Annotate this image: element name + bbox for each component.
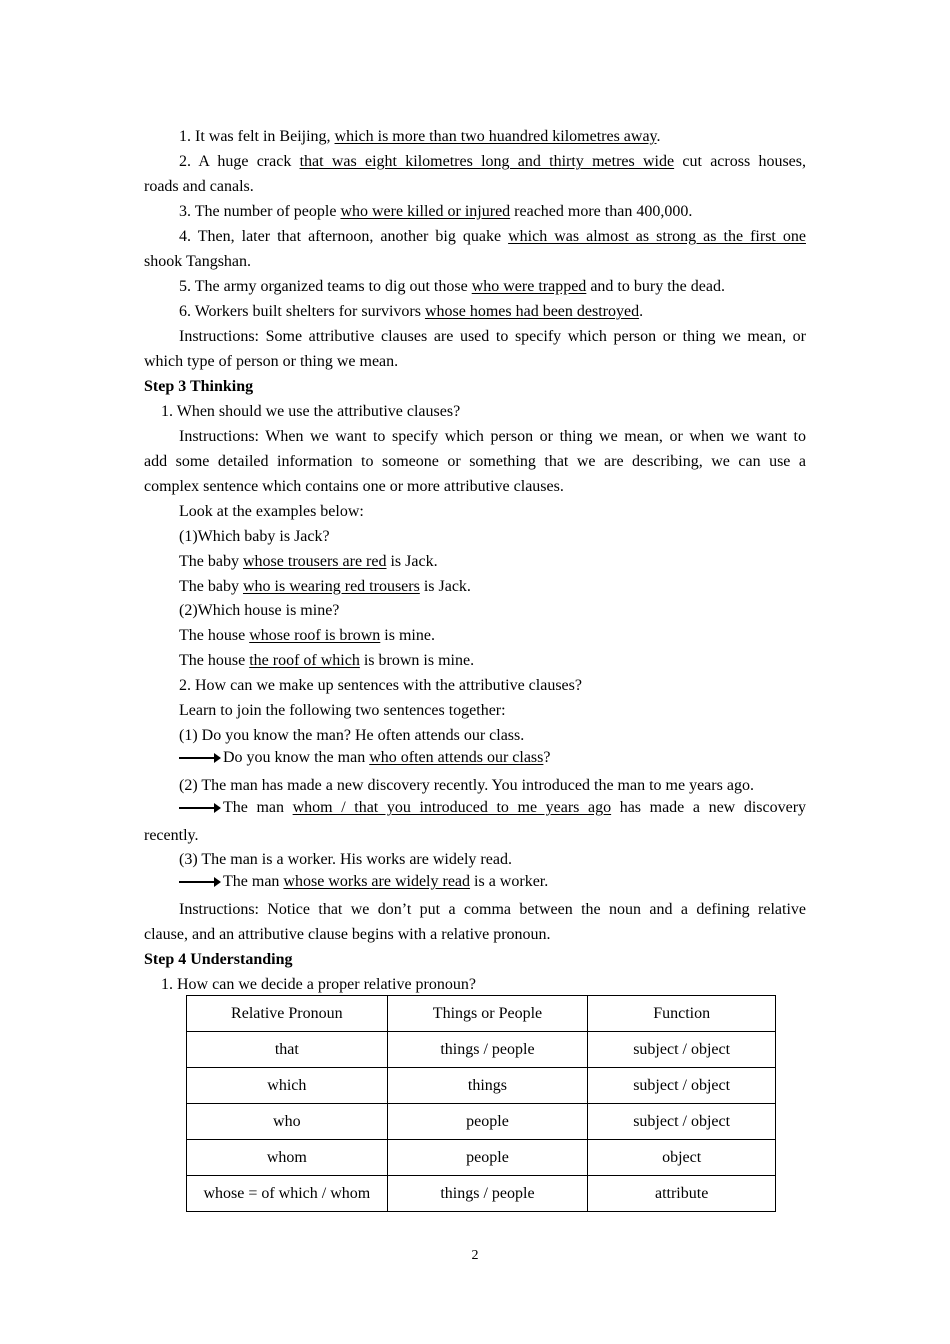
step4-heading: Step 4 Understanding	[144, 951, 293, 968]
example-sentence-2-cont: roads and canals.	[144, 178, 254, 195]
table-cell: whose = of which / whom	[187, 1176, 388, 1212]
instructions-1-line-1: Instructions: Some attributive clauses are used to specify which person or thing we mean, or	[179, 328, 806, 345]
table-cell: which	[187, 1068, 388, 1104]
example-sentence-3: 3. The number of people who were killed or injured reached more than 400,000.	[179, 203, 693, 220]
learn-to-join: Learn to join the following two sentences together:	[179, 702, 506, 719]
example-sentence-1: 1. It was felt in Beijing, which is more than two huandred kilometres away.	[179, 128, 661, 145]
join-2-answer: The man whom / that you introduced to me years ago has made a new discovery	[179, 798, 806, 818]
table-cell: subject / object	[588, 1032, 776, 1068]
table-row	[187, 1176, 776, 1212]
baby-answer-2: The baby who is wearing red trousers is Jack.	[179, 578, 471, 595]
table-cell: subject / object	[588, 1104, 776, 1140]
instructions-2-line-1: Instructions: When we want to specify which person or thing we mean, or when we want to	[179, 428, 806, 445]
look-examples: Look at the examples below:	[179, 503, 364, 520]
table-row	[187, 1068, 776, 1104]
table-cell: things / people	[387, 1032, 588, 1068]
table-row	[187, 1104, 776, 1140]
table-header-cell: Things or People	[387, 996, 588, 1032]
right-arrow-icon	[179, 877, 221, 887]
table-cell: attribute	[588, 1176, 776, 1212]
relative-pronoun-table	[186, 995, 776, 1212]
table-cell: people	[387, 1140, 588, 1176]
join-2: (2) The man has made a new discovery recently. You introduced the man to me years ago.	[179, 777, 754, 794]
baby-question: (1)Which baby is Jack?	[179, 528, 330, 545]
instructions-2-line-2: add some detailed information to someone or something that we are describing, we can use a	[144, 453, 806, 470]
step3-question-1: 1. When should we use the attributive clauses?	[161, 403, 461, 420]
table-cell: things	[387, 1068, 588, 1104]
step3-question-2: 2. How can we make up sentences with the attributive clauses?	[179, 677, 582, 694]
baby-answer-1: The baby whose trousers are red is Jack.	[179, 553, 438, 570]
step4-question-1: 1. How can we decide a proper relative pronoun?	[161, 976, 476, 993]
table-header-cell: Relative Pronoun	[187, 996, 388, 1032]
table-header-cell: Function	[588, 996, 776, 1032]
table-cell: that	[187, 1032, 388, 1068]
table-cell: subject / object	[588, 1068, 776, 1104]
join-3-answer: The man whose works are widely read is a worker.	[179, 872, 806, 892]
table-row	[187, 1140, 776, 1176]
instructions-3-line-2: clause, and an attributive clause begins with a relative pronoun.	[144, 926, 551, 943]
table-cell: things / people	[387, 1176, 588, 1212]
instructions-2-line-3: complex sentence which contains one or more attributive clauses.	[144, 478, 564, 495]
instructions-3-line-1: Instructions: Notice that we don’t put a comma between the noun and a defining relative	[179, 901, 806, 918]
house-question: (2)Which house is mine?	[179, 602, 340, 619]
example-sentence-6: 6. Workers built shelters for survivors whose homes had been destroyed.	[179, 303, 644, 320]
house-answer-2: The house the roof of which is brown is mine.	[179, 652, 475, 669]
join-1-answer: Do you know the man who often attends our class?	[179, 748, 806, 768]
example-sentence-4-cont: shook Tangshan.	[144, 253, 252, 270]
table-cell: people	[387, 1104, 588, 1140]
instructions-1-line-2: which type of person or thing we mean.	[144, 353, 399, 370]
join-2-answer-cont: recently.	[144, 827, 199, 844]
table-header-row	[187, 996, 776, 1032]
example-sentence-2: 2. A huge crack that was eight kilometres long and thirty metres wide cut across houses,	[179, 153, 806, 170]
table-cell: who	[187, 1104, 388, 1140]
right-arrow-icon	[179, 803, 221, 813]
join-1: (1) Do you know the man? He often attends our class.	[179, 727, 525, 744]
example-sentence-5: 5. The army organized teams to dig out those who were trapped and to bury the dead.	[179, 278, 725, 295]
example-sentence-4: 4. Then, later that afternoon, another big quake which was almost as strong as the first one	[179, 228, 806, 245]
page-number: 2	[471, 1248, 479, 1263]
table-cell: object	[588, 1140, 776, 1176]
table-cell: whom	[187, 1140, 388, 1176]
step3-heading: Step 3 Thinking	[144, 378, 254, 395]
house-answer-1: The house whose roof is brown is mine.	[179, 627, 435, 644]
join-3: (3) The man is a worker. His works are widely read.	[179, 851, 512, 868]
table-row	[187, 1032, 776, 1068]
right-arrow-icon	[179, 753, 221, 763]
